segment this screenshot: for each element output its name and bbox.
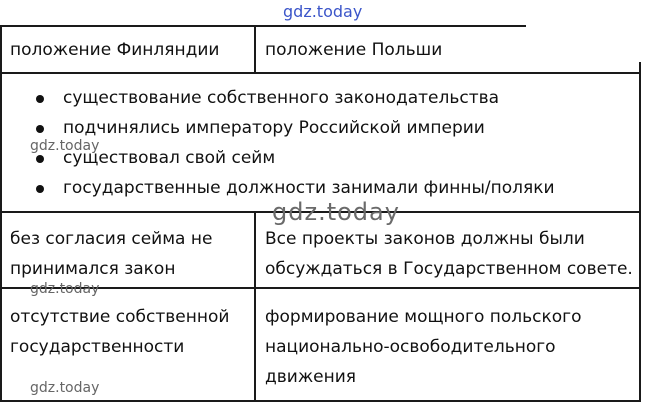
row1-finland-cell [10, 224, 212, 284]
list-item: существовал свой сейм [36, 143, 555, 173]
cell-line: принимался закон [10, 259, 176, 279]
cell-line: движения [265, 367, 356, 387]
list-item: существование собственного законодательства [36, 83, 555, 113]
table-right-border [639, 62, 641, 402]
watermark-small: gdz.today [30, 281, 100, 297]
table-bottom-border [0, 400, 641, 402]
table-top-border [0, 25, 526, 27]
row2-finland-cell [10, 302, 229, 362]
row1-poland-cell [265, 224, 633, 284]
list-item: подчинялись императору Российской империи [36, 113, 555, 143]
row2-poland-cell [265, 302, 582, 392]
watermark-small: gdz.today [30, 380, 100, 396]
header-finland: положение Финляндии [10, 40, 220, 60]
list-item: государственные должности занимали финны/поляки [36, 173, 555, 203]
cell-line: обсуждаться в Государственном совете. [265, 259, 633, 279]
body-column-divider [254, 211, 256, 402]
watermark-middle: gdz.today [272, 198, 400, 226]
cell-line: Все проекты законов должны были [265, 229, 585, 249]
watermark-small: gdz.today [30, 138, 100, 154]
cell-line: формирование мощного польского [265, 307, 582, 327]
common-features-list [36, 83, 555, 203]
watermark-top: gdz.today [283, 2, 363, 21]
cell-line: национально-освободительного [265, 337, 556, 357]
header-bottom-border [0, 72, 641, 74]
cell-line: государственности [10, 337, 185, 357]
header-column-divider [254, 25, 256, 74]
cell-line: без согласия сейма не [10, 229, 213, 249]
cell-line: отсутствие собственной [10, 307, 230, 327]
table-left-border [0, 25, 2, 402]
header-poland: положение Польши [265, 40, 443, 60]
